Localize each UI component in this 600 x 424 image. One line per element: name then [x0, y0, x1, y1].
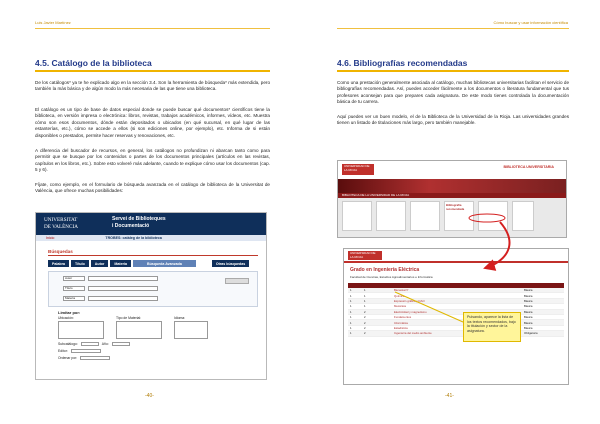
degree-logo: UNIVERSIDAD DE LA RIOJA — [348, 251, 382, 260]
limit-idioma: Idioma: — [174, 316, 208, 339]
field-select-titulo[interactable]: Título — [63, 286, 85, 291]
table-cell: 1 — [364, 293, 366, 298]
table-cell: 1 — [350, 325, 352, 330]
subject-link[interactable]: Bienestar/Y — [394, 288, 409, 293]
table-cell: 1 — [364, 298, 366, 303]
table-cell: 1 — [350, 331, 352, 336]
paragraph-catalog-example: Fíjate, como ejemplo, en el formulario de búsqueda avanzada en el catálogo de biblioteca de la Universitat de València, que ofrece muchas posibilidades: — [35, 182, 270, 194]
table-cell: 2 — [364, 325, 366, 330]
tab-autor[interactable]: Autor — [91, 260, 109, 267]
field-select-materia[interactable]: Materia — [63, 296, 85, 301]
running-header-left: Luis Javier Martínez — [35, 20, 71, 25]
subcatalog-row: Subcatálogo: Año: — [58, 342, 266, 346]
page-number-right: -41- — [445, 393, 454, 399]
table-cell: 1 — [350, 315, 352, 320]
rioja-nav-bar: BIBLIOTECA DE LA UNIVERSIDAD DE LA RIOJA — [338, 193, 566, 198]
table-cell: Básica — [524, 304, 533, 309]
limit-ubicacion: Ubicación: — [58, 316, 104, 339]
degree-title: Grado en Ingeniería Eléctrica — [350, 267, 420, 273]
table-cell: Básica — [524, 293, 533, 298]
page-number-left: -40- — [145, 393, 154, 399]
uv-catalog-title: TROBES: catàleg de la biblioteca — [105, 236, 162, 240]
table-cell: 2 — [364, 320, 366, 325]
callout-pointer — [395, 292, 463, 322]
tab-otras-busquedas[interactable]: Otras búsquedas — [212, 260, 249, 267]
table-cell: Obligatoria — [524, 331, 538, 336]
table-cell: 1 — [350, 298, 352, 303]
running-header-right: Cómo buscar y usar información científica — [493, 20, 568, 25]
table-cell: Básica — [524, 315, 533, 320]
field-select-autor[interactable]: Autor — [63, 276, 85, 281]
subject-link[interactable]: Informática — [394, 320, 408, 325]
rioja-logo: UNIVERSIDAD DE LA RIOJA — [342, 164, 374, 175]
subject-link[interactable]: Expresión gráfica y DAO — [394, 298, 425, 303]
subject-link[interactable]: Mecánica — [394, 304, 406, 309]
subject-link[interactable]: Ingeniería del medio ambiente — [394, 331, 432, 336]
table-cell: Básica — [524, 325, 533, 330]
paragraph-catalogs-intro: De los catálogos* ya te he explicado algo en la sección 3.4. Son la herramienta de búsqueda* más extendida, pero también la más básica y de algún modo la más necesaria de las que tiene una biblioteca. — [35, 80, 270, 92]
table-cell: 2 — [364, 331, 366, 336]
busquedas-label: Búsquedas — [48, 249, 73, 254]
table-cell: 2 — [364, 309, 366, 314]
section-title-bibliografias: 4.6. Bibliografías recomendadas — [337, 58, 468, 68]
table-cell: 1 — [350, 288, 352, 293]
highlight-ellipse — [469, 214, 505, 222]
arrow-to-degree — [485, 222, 509, 268]
table-cell: 1 — [364, 304, 366, 309]
paragraph-catalog-difference: A diferencia del buscador de recursos, en general, los catálogos no profundizan ni abarcan tanto como para permitir que se busque por los contenidos o partes de los documentos principales (artículos en las revistas, capítulos en los libros, etc.). Sobre esto volveré más adelante, cuando te explique cómo usar los documentos (cap. 5 y 6). — [35, 148, 270, 173]
tab-palabra[interactable]: Palabra — [48, 260, 69, 267]
table-cell: Básica — [524, 320, 533, 325]
paragraph-catalog-definition: El catálogo es un tipo de base de datos especial donde se puede buscar qué documentos* científicos tiene la biblioteca, en versión impresa o electrónica: libros, revistas, trabajos académicos, informes, vídeos, etc. Muestra cómo son esos documentos, dónde están depositados o ubicados (en qué sucursal, en qué lugar de las estanterías, etc.), cómo se accede a ellos (si son ediciones online, por ejemplo), etc. Informa de si están disponibles o prestados, permite hacer reservas y renovaciones, etc. — [35, 107, 270, 138]
editor-row: Editor: — [58, 349, 266, 353]
tab-materia[interactable]: Materia — [110, 260, 131, 267]
tab-titulo[interactable]: Título — [71, 260, 89, 267]
table-cell: 2 — [364, 315, 366, 320]
table-cell: Básica — [524, 288, 533, 293]
paragraph-recommended-bibliographies: Como una prestación generalmente asociada al catálogo, muchas bibliotecas universitarias facilitan el servicio de bibliografías recomendadas. Así, puedes acceder fácilmente a los documentos o literatura fundamental que tus profesores aconsejan para que prepares cada asignatura. De este modo tienes controlada la documentación básica de tu carrera. — [337, 80, 569, 105]
uv-service-name: Servei de Biblioteques i Documentació — [112, 216, 166, 229]
paragraph-rioja-example: Aquí puedes ver un buen modelo, el de la Biblioteca de la Universidad de la Rioja. Las universidades grandes tienen un listado de titulaciones más largo, pero también manejable. — [337, 114, 569, 126]
limit-by-title: Limitar por: — [58, 310, 81, 316]
table-cell: 1 — [350, 309, 352, 314]
uv-logo: UNIVERSITAT DE VALÈNCIA — [44, 217, 78, 230]
table-cell: 1 — [350, 304, 352, 309]
subject-link[interactable]: Electricidad y magnetismo — [394, 309, 427, 314]
recommended-bibliography-link[interactable]: Bibliografía recomendada — [446, 203, 465, 211]
table-cell: 1 — [350, 293, 352, 298]
tab-busqueda-avanzada[interactable]: Búsqueda Avanzada — [133, 260, 196, 267]
limit-tipo-material: Tipo de Material: — [116, 316, 162, 339]
subject-link[interactable]: Química — [394, 293, 405, 298]
callout-note: Pulsando, aparece la lista de los textos recomendados, bajo la titulación y sector de la asignatura. — [463, 312, 521, 342]
order-row: Ordenar por: — [58, 356, 266, 360]
rioja-library-tag: BIBLIOTECA UNIVERSITARIA — [503, 165, 554, 169]
table-cell: 1 — [364, 288, 366, 293]
degree-faculty: Facultad de Ciencias, Estudios Agroalimentarios e Informática — [350, 275, 433, 279]
uv-home-link[interactable]: Inicio — [46, 236, 55, 240]
table-cell: Básica — [524, 298, 533, 303]
subject-link[interactable]: Fundamentos — [394, 315, 412, 320]
section-title-catalogo: 4.5. Catálogo de la biblioteca — [35, 58, 152, 68]
subject-link[interactable]: Estadística — [394, 325, 408, 330]
table-cell: Básica — [524, 309, 533, 314]
table-cell: 1 — [350, 320, 352, 325]
